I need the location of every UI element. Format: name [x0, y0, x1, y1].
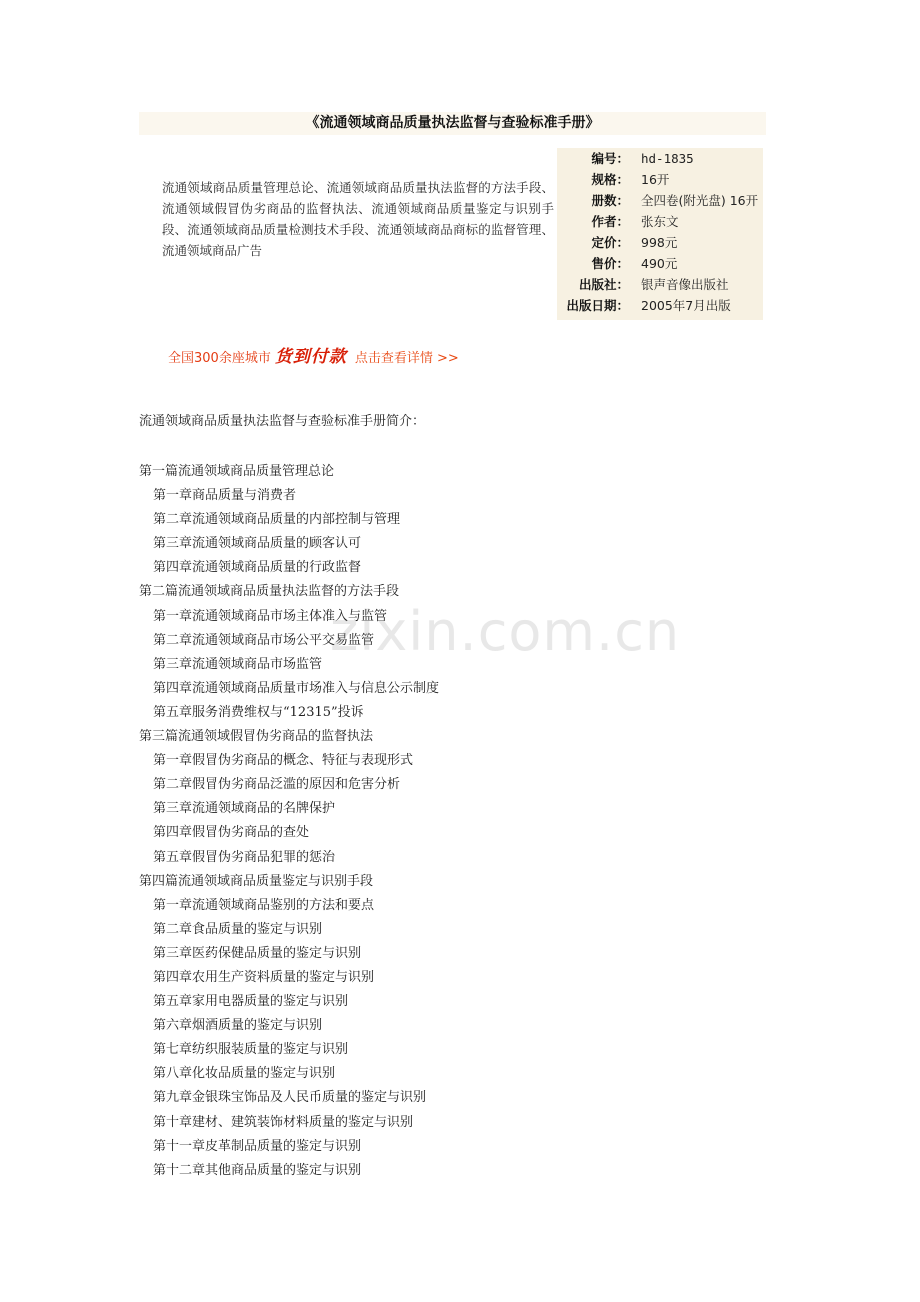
info-value: 490元 [641, 256, 678, 271]
toc-part: 第一篇流通领域商品质量管理总论 [139, 464, 335, 479]
toc-chapter: 第三章流通领域商品质量的顾客认可 [153, 536, 362, 552]
toc-chapter: 第四章假冒伪劣商品的查处 [153, 825, 310, 841]
info-label: 编号： [591, 151, 629, 166]
toc-chapter: 第五章服务消费维权与“12315”投诉 [153, 704, 364, 720]
toc-chapter: 第十一章皮革制品质量的鉴定与识别 [153, 1138, 362, 1154]
info-label: 册数： [591, 193, 629, 208]
toc-chapter: 第八章化妆品质量的鉴定与识别 [153, 1066, 336, 1082]
info-row-author [557, 211, 763, 232]
info-row-code [557, 148, 763, 169]
toc-chapter: 第四章农用生产资料质量的鉴定与识别 [153, 969, 375, 985]
promo-highlight: 货到付款 [274, 347, 347, 367]
toc-chapter: 第二章流通领域商品质量的内部控制与管理 [153, 512, 401, 528]
info-label: 出版日期： [566, 298, 629, 313]
info-row-format [557, 169, 763, 190]
toc-chapter: 第一章商品质量与消费者 [153, 488, 297, 504]
info-value: 张东文 [641, 214, 679, 229]
toc-part: 第四篇流通领域商品质量鉴定与识别手段 [139, 873, 374, 889]
toc-chapter: 第三章医药保健品质量的鉴定与识别 [153, 945, 362, 961]
toc-part: 第二篇流通领域商品质量执法监督的方法手段 [139, 584, 400, 600]
info-label: 规格： [591, 172, 629, 187]
table-of-contents [139, 460, 759, 1183]
toc-chapter: 第一章流通领域商品鉴别的方法和要点 [153, 897, 375, 913]
info-label: 出版社： [578, 277, 629, 292]
promo-prefix: 全国300余座城市 [168, 351, 271, 366]
book-summary: 流通领域商品质量管理总论、流通领域商品质量执法监督的方法手段、流通领域假冒伪劣商品的监督执法、流通领域商品质量鉴定与识别手段、流通领域商品质量检测技术手段、流通领域商品商标的监督管理、流通领域商品广告 [162, 180, 554, 258]
info-row-publish-date [557, 295, 763, 316]
info-row-volumes [557, 190, 763, 211]
toc-chapter: 第二章食品质量的鉴定与识别 [153, 921, 323, 937]
promo-details-link[interactable]: 点击查看详情 >> [354, 351, 459, 366]
toc-chapter: 第一章假冒伪劣商品的概念、特征与表现形式 [153, 753, 414, 769]
info-label: 作者： [591, 214, 629, 229]
info-value: 2005年7月出版 [641, 298, 731, 313]
book-title: 《流通领域商品质量执法监督与查验标准手册》 [139, 112, 766, 135]
toc-chapter: 第五章家用电器质量的鉴定与识别 [153, 994, 349, 1010]
toc-chapter: 第二章流通领域商品市场公平交易监管 [153, 632, 375, 648]
toc-chapter: 第四章流通领域商品质量市场准入与信息公示制度 [153, 680, 440, 696]
info-label: 售价： [591, 256, 629, 271]
toc-chapter: 第四章流通领域商品质量的行政监督 [153, 560, 362, 576]
toc-chapter: 第三章流通领域商品市场监管 [153, 656, 323, 672]
toc-part: 第三篇流通领域假冒伪劣商品的监督执法 [139, 729, 374, 745]
toc-chapter: 第三章流通领域商品的名牌保护 [153, 801, 336, 817]
book-info-panel [557, 148, 763, 320]
toc-chapter: 第九章金银珠宝饰品及人民币质量的鉴定与识别 [153, 1090, 427, 1106]
toc-chapter: 第一章流通领域商品市场主体准入与监管 [153, 608, 388, 624]
info-row-sale-price [557, 253, 763, 274]
info-row-list-price [557, 232, 763, 253]
toc-chapter: 第六章烟酒质量的鉴定与识别 [153, 1018, 323, 1034]
cash-on-delivery-banner[interactable] [168, 346, 459, 368]
info-value: 全四卷(附光盘) 16开 [641, 193, 759, 208]
info-value: 998元 [641, 235, 678, 250]
watermark-text: zixin.com.cn [330, 600, 681, 663]
toc-chapter: 第五章假冒伪劣商品犯罪的惩治 [153, 849, 336, 865]
info-value: hd-1835 [641, 151, 694, 166]
toc-chapter: 第二章假冒伪劣商品泛滥的原因和危害分析 [153, 777, 401, 793]
info-label: 定价： [591, 235, 629, 250]
info-value: 银声音像出版社 [641, 277, 729, 292]
intro-heading: 流通领域商品质量执法监督与查验标准手册简介： [139, 414, 426, 429]
toc-chapter: 第七章纺织服装质量的鉴定与识别 [153, 1042, 349, 1058]
toc-chapter: 第十章建材、建筑装饰材料质量的鉴定与识别 [153, 1114, 414, 1130]
toc-chapter: 第十二章其他商品质量的鉴定与识别 [153, 1162, 362, 1178]
info-row-publisher [557, 274, 763, 295]
info-value: 16开 [641, 172, 670, 187]
